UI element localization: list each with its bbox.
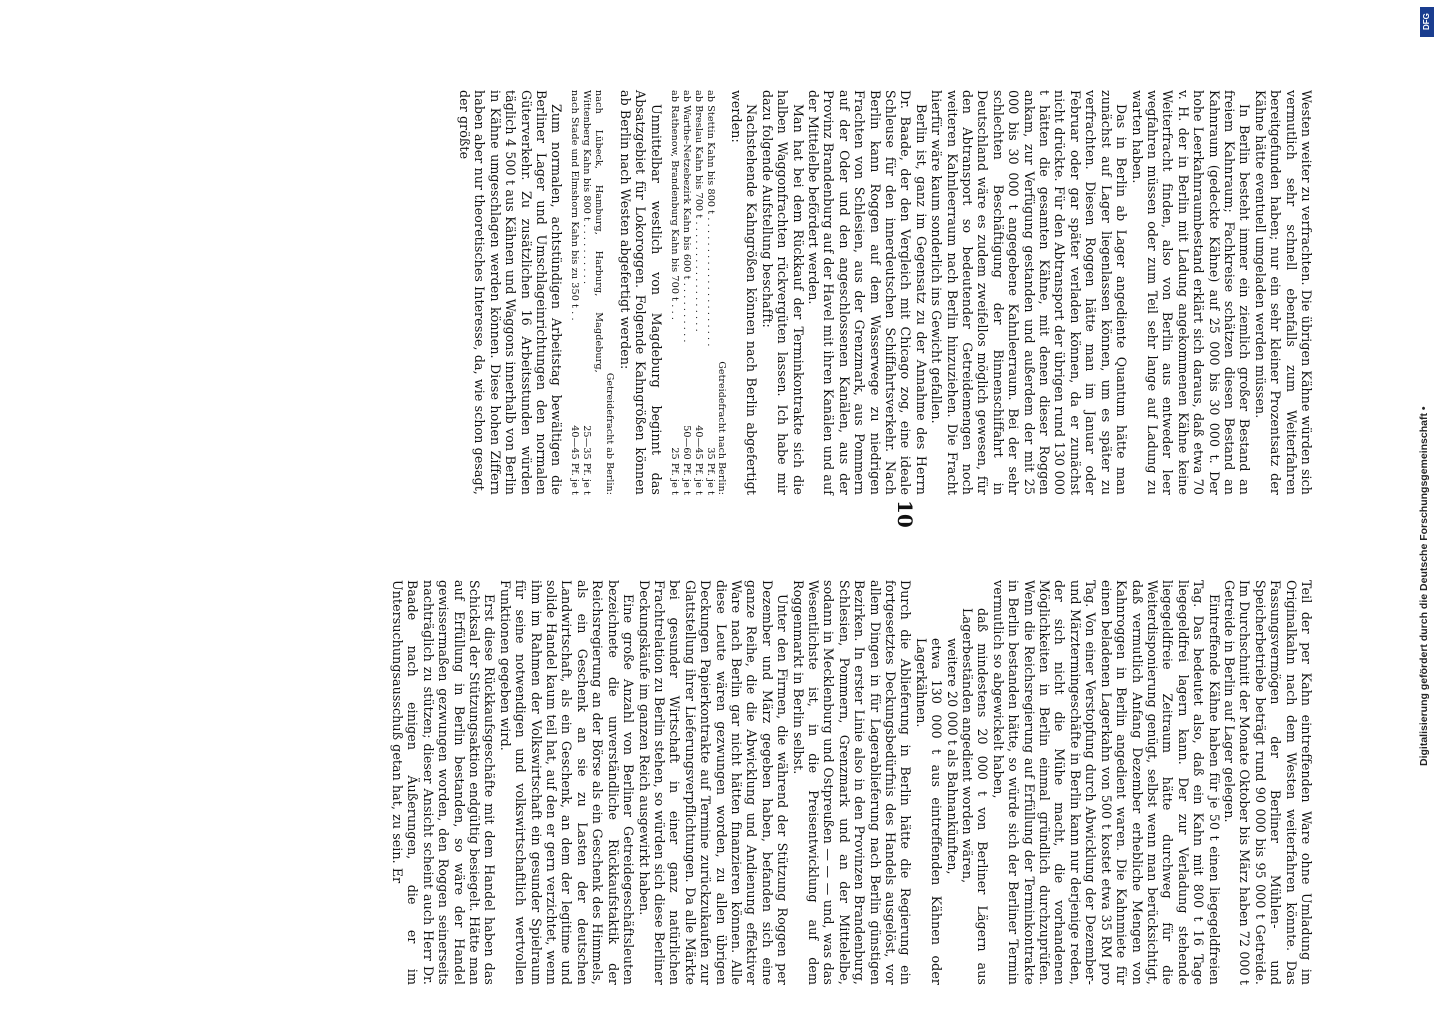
table-cell-value: 25 Pf. je t — [668, 447, 680, 495]
paragraph: In Berlin besteht immer ein ziemlich großer Bestand an freiem Kahnraum; Fachkreise schätzen diesen Bestand an Kahnraum (gedeckte Kähne) auf 25 000 bis 30 000 t. Der hohe Leerkahnraumbestand erklärt sich daraus, daß etwa 70 v. H. der in Berlin mit Ladung angekommenen Kähne keine Weiterfracht finden, also von Berlin aus entweder leer wegfahren müssen oder zum Teil sehr lange auf Ladung zu warten haben. — [1129, 90, 1253, 495]
document-page — [112, 60, 1312, 1020]
freight-table-from-berlin — [568, 90, 615, 495]
table-cell-value: 25—35 Pf. je t — [581, 425, 593, 495]
table-cell-value: 35 Pf. je t — [704, 447, 716, 495]
paragraph: Westen weiter zu verfrachten. Die übrigen Kähne würden sich vermutlich sehr schnell ebenfalls zum Weiterfahren bereitgefunden haben; nur ein sehr kleiner Prozentsatz der Kähne hätte eventuell umgeladen werden müssen. — [1252, 90, 1314, 495]
list-item: daß mindestens 20 000 t von Berliner Lägern aus Lagerbeständen angedient worden wären, — [960, 608, 991, 985]
text-column-right — [390, 580, 1314, 985]
paragraph: Unmittelbar westlich von Magdeburg beginnt das Absatzgebiet für Lokoroggen. Folgende Kahngrößen können ab Berlin nach Westen abgefertigt werden: — [617, 90, 664, 495]
paragraph: Nachstehende Kahngrößen können nach Berlin abgefertigt werden: — [728, 90, 760, 495]
paragraph: Man hat bei dem Rückkauf der Terminkontrakte sich die halben Waggonfrachten rückvergüten lassen. Ich habe mir dazu folgende Aufstellung beschafft: — [759, 90, 806, 495]
paragraph: Unter den Firmen, die während der Stützung Roggen per Dezember und März gegeben haben, befanden sich eine ganze Reihe, die die Abwicklung und Andienung effektiver Ware nach Berlin gar nicht hätten finanzieren können. Alle diese Leute wären gezwungen worden, zu allen übrigen Deckungen Papierkontrakte auf Termine zurückzukaufen zur Glattstellung ihrer Lieferungsverpflichtungen. Da alle Märkte bei gesunder Wirtschaft in einer ganz natürlichen Frachtrelation zu Berlin stehen, so würden sich diese Berliner Deckungskäufe im ganzen Reich ausgewirkt haben. — [636, 580, 791, 985]
paragraph: Berlin ist, ganz im Gegensatz zu der Annahme des Herrn Dr. Baade, der den Vergleich mit Chicago zog, eine ideale Schleuse für den innerdeutschen Schiffahrtsverkehr. Nach Berlin kann Roggen auf dem Wasserwege zu niedrigen Frachten von Schlesien, aus der Grenzmark, aus Pommern auf der Oder und den angeschlossenen Kanälen, aus der Provinz Brandenburg auf der Havel mit ihren Kanälen und auf der Mittelelbe befördert werden. — [806, 90, 929, 496]
credit-text: Digitalisierung gefördert durch die Deutsche Forschungsgemeinschaft • — [1418, 406, 1430, 766]
dfg-logo: DFG — [1420, 7, 1434, 37]
paragraph: Zum normalen, achtstündigen Arbeitstag bewältigen die Berliner Lager und Umschlageinrichtungen den normalen Güterverkehr. Zu zusätzlichen 16 Arbeitsstunden würden täglich 4 500 t aus Kähnen und Waggons innerhalb von Berlin in Kähne umgeschlagen werden können. Diese hohen Ziffern haben aber nur theoretisches Interesse, da, wie schon gesagt, der größte — [456, 90, 565, 495]
table-header: Getreidefracht nach Berlin: — [715, 361, 727, 495]
table-cell-label: ab Breslau Kahn bis 700 t . . . . . . . . . . . . . . . . . . — [692, 90, 704, 332]
paragraph: Teil der per Kahn eintreffenden Ware ohne Umladung im Originalkahn nach dem Westen weiterfahren könnte. Das Fassungsvermögen der Berliner Mühlen- und Speicherbetriebe beträgt rund 90 000 bis 95 000 t Getreide. Im Durchschnitt der Monate Oktober bis März haben 72 000 t Getreide in Berlin auf Lager gelegen. — [1221, 580, 1314, 985]
table-cell-value: 40—45 Pf. je t — [692, 425, 704, 495]
paragraph: Eine große Anzahl von Berliner Getreidegeschäftsleuten bezeichnete die unverständliche Rückkaufstaktik der Reichsregierung an der Börse als ein Geschenk des Himmels, als ein Geschenk an sie zu Lasten der deutschen Landwirtschaft, als ein Geschenk, an dem der legitime und solide Handel kaum teil hat, auf den er gern verzichtet, wenn ihm im Rahmen der Volkswirtschaft ein gesunder Spielraum für seine notwendigen und volkswirtschaftlich wertvollen Funktionen gegeben wird. — [497, 580, 637, 985]
paragraph: Durch die Ablieferung in Berlin hätte die Regierung ein fortgesetztes Deckungsbedürfnis des Handels ausgelöst, vor allem Dingen in für Lagerablieferung nach Berlin günstigen Bezirken. In erster Linie also in den Provinzen Brandenburg, Schlesien, Pommern, Grenzmark und an der Mittelelbe, sodann in Mecklenburg und Ostpreußen — — — und, was das Wesentlichste ist, in die Preisentwicklung auf dem Roggenmarkt in Berlin selbst. — [790, 580, 914, 985]
page-number: 10 — [893, 500, 917, 528]
table-row — [680, 90, 692, 495]
paragraph: Das in Berlin ab Lager angediente Quantum hätte man zunächst auf Lager liegenlassen können, um es später zu verfrachten. Diesen Roggen hätte man im Januar oder Februar oder gar später verladen können, da er zunächst nicht drückte. Für den Abtransport der übrigen rund 130 000 t hätten die gesamten Kähne, mit denen dieser Roggen ankam, zur Verfügung gestanden und außerdem der mit 25 000 bis 30 000 t angegebene Kahnleerraum. Bei der sehr schlechten Beschäftigung der Binnenschiffahrt in Deutschland wäre es zudem zweifellos möglich gewesen, für den Abtransport so bedeutender Getreidemengen noch weiteren Kahnleerraum nach Berlin hinzuziehen. Die Fracht hierfür wäre kaum sonderlich ins Gewicht gefallen. — [929, 90, 1130, 495]
table-row — [692, 90, 704, 495]
paragraph: Erst diese Rückkaufsgeschäfte mit dem Handel haben das Schicksal der Stützungsaktion endgültig besiegelt. Hätte man auf Erfüllung in Berlin bestanden, so wäre der Handel gewissermaßen gezwungen worden, den Roggen seinerseits nachträglich zu stützen; dieser Ansicht scheint auch Herr Dr. Baade nach einigen Äußerungen, die er im Untersuchungsausschuß getan hat, zu sein. Er — [390, 580, 498, 985]
table-row — [580, 90, 604, 495]
table-cell-label: nach Lübeck, Hamburg, Harburg, Magdeburg, Wittenberg Kahn bis 800 t . . . . . . . . . . — [581, 90, 605, 373]
freight-table-to-berlin — [668, 90, 727, 495]
table-row — [668, 90, 680, 495]
table-cell-value: 40—45 Pf. je t — [569, 425, 581, 495]
list-item: weitere 20 000 t als Bahnankünften, — [944, 638, 960, 875]
table-cell-label: ab Rathenow, Brandenburg Kahn bis 700 t . . . — [668, 90, 680, 321]
table-cell-value: 50—60 Pf. je t — [680, 425, 692, 495]
table-cell-label: ab Warthe-Netzebezirk Kahn bis 600 t . . . . . . . . . . — [680, 90, 692, 343]
table-cell-label: ab Stettin Kahn bis 800 t . . . . . . . . . . . . . . . . . . . . . — [704, 90, 716, 347]
text-column-left — [457, 90, 1315, 495]
digitization-credit — [1418, 0, 1434, 1000]
table-cell-label: nach Stade und Elmshorn Kahn bis zu 350 t . . — [569, 90, 581, 321]
paragraph: Eintreffende Kähne haben für je 50 t einen liegegeldfreien Tag. Das bedeutet also, daß ein Kahn mit 800 t 16 Tage liegegeldfrei lagern kann. Der zur Verladung stehende liegegeldfreie Zeitraum hätte durchweg für die Weiterdisponierung genügt, selbst wenn man berücksichtigt, daß vermutlich Anfang Dezember erhebliche Mengen von Kahnroggen in Berlin angedient waren. Die Kahnmiete für einen beladenen Lagerkahn von 500 t kostet etwa 35 RM pro Tag. Von einer Verstopfung durch Abwicklung der Dezember- und Märztermingeschäfte in Berlin kann nur derjenige reden, der sich nicht die Mühe macht, die vorhandenen Möglichkeiten in Berlin einmal gründlich durchzuprüfen. Wenn die Reichsregierung auf Erfüllung der Terminkontrakte in Berlin bestanden hätte, so würde sich der Berliner Termin vermutlich so abgewickelt haben, — [990, 580, 1222, 985]
list-item: etwa 130 000 t aus eintreffenden Kähnen oder Lagerkähnen. — [913, 638, 945, 985]
table-row — [568, 90, 580, 495]
table-header: Getreidefracht ab Berlin: — [604, 372, 616, 495]
table-row — [704, 90, 716, 495]
